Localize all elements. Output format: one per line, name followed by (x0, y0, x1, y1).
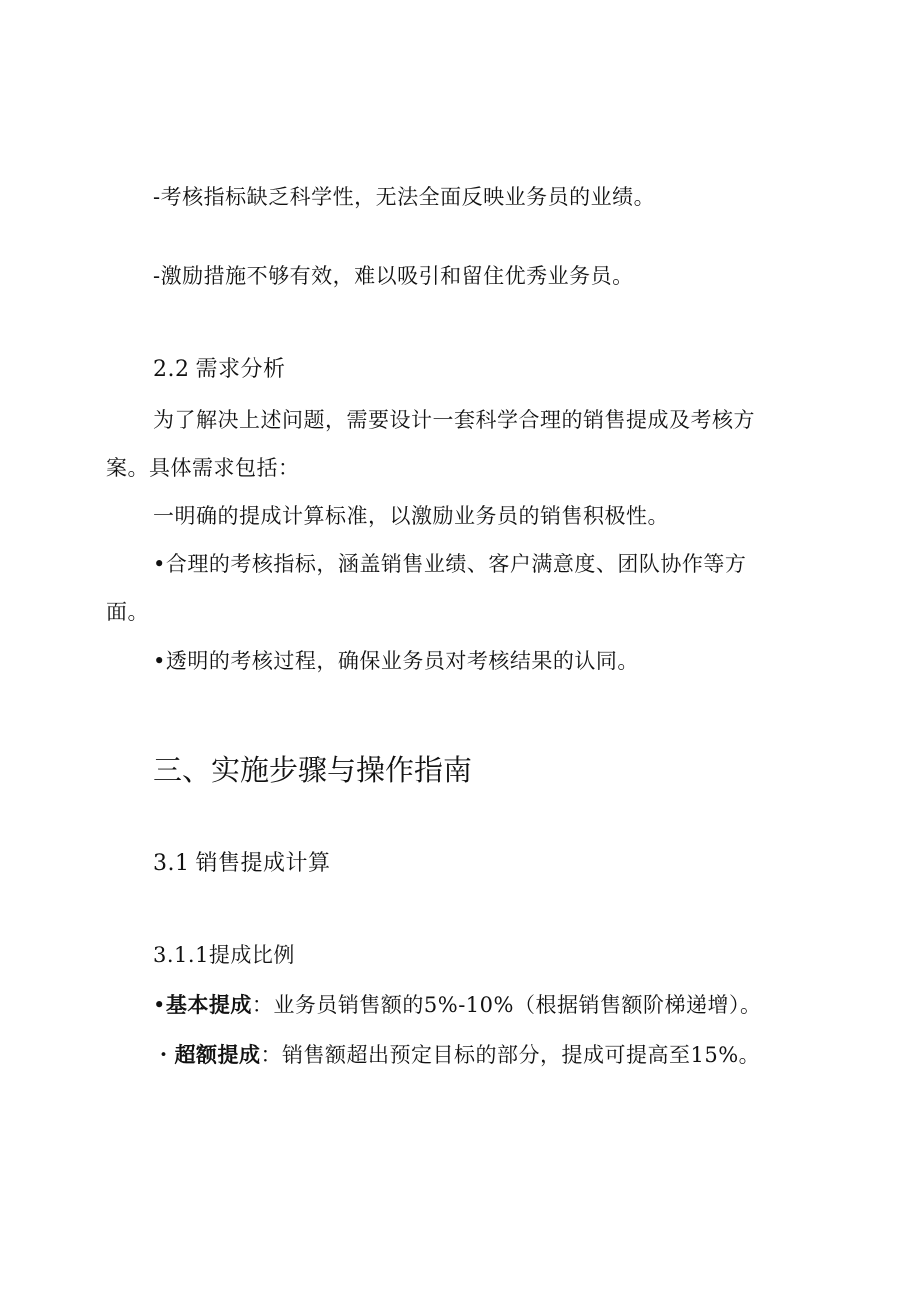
requirement-item: •合理的考核指标，涵盖销售业绩、客户满意度、团队协作等方 (153, 552, 747, 576)
item-label: 超额提成 (174, 1043, 261, 1067)
intro-line-1: 为了解决上述问题，需要设计一套科学合理的销售提成及考核方 (153, 408, 755, 432)
chapter-heading-3: 三、实施步骤与操作指南 (153, 753, 473, 787)
bullet-mark: ・ (153, 1043, 175, 1067)
intro-line-2: 案。具体需求包括： (106, 456, 300, 480)
item-text: ：业务员销售额的5%-10%（根据销售额阶梯递增）。 (251, 993, 762, 1017)
paragraph-assessment-issue: -考核指标缺乏科学性，无法全面反映业务员的业绩。 (153, 185, 656, 209)
commission-item-basic (153, 990, 761, 1020)
requirement-item: 一明确的提成计算标准，以激励业务员的销售积极性。 (153, 504, 669, 528)
section-heading-3-1 (153, 849, 331, 879)
item-label: 基本提成 (165, 993, 252, 1017)
bullet-mark: • (153, 993, 166, 1017)
item-text: ：销售额超出预定目标的部分，提成可提高至15%。 (260, 1043, 761, 1067)
requirement-item-continuation: 面。 (106, 600, 149, 624)
section-title: 销售提成计算 (195, 851, 331, 876)
section-title: 需求分析 (195, 357, 286, 382)
section-heading-2-2 (153, 355, 286, 385)
section-number: 2.2 (153, 357, 190, 382)
commission-item-excess (153, 1040, 760, 1070)
subsection-heading-3-1-1: 3.1.1提成比例 (153, 943, 295, 967)
section-number: 3.1 (153, 851, 190, 876)
paragraph-incentive-issue: -激励措施不够有效，难以吸引和留住优秀业务员。 (153, 264, 634, 288)
requirement-item: •透明的考核过程，确保业务员对考核结果的认同。 (153, 649, 639, 673)
